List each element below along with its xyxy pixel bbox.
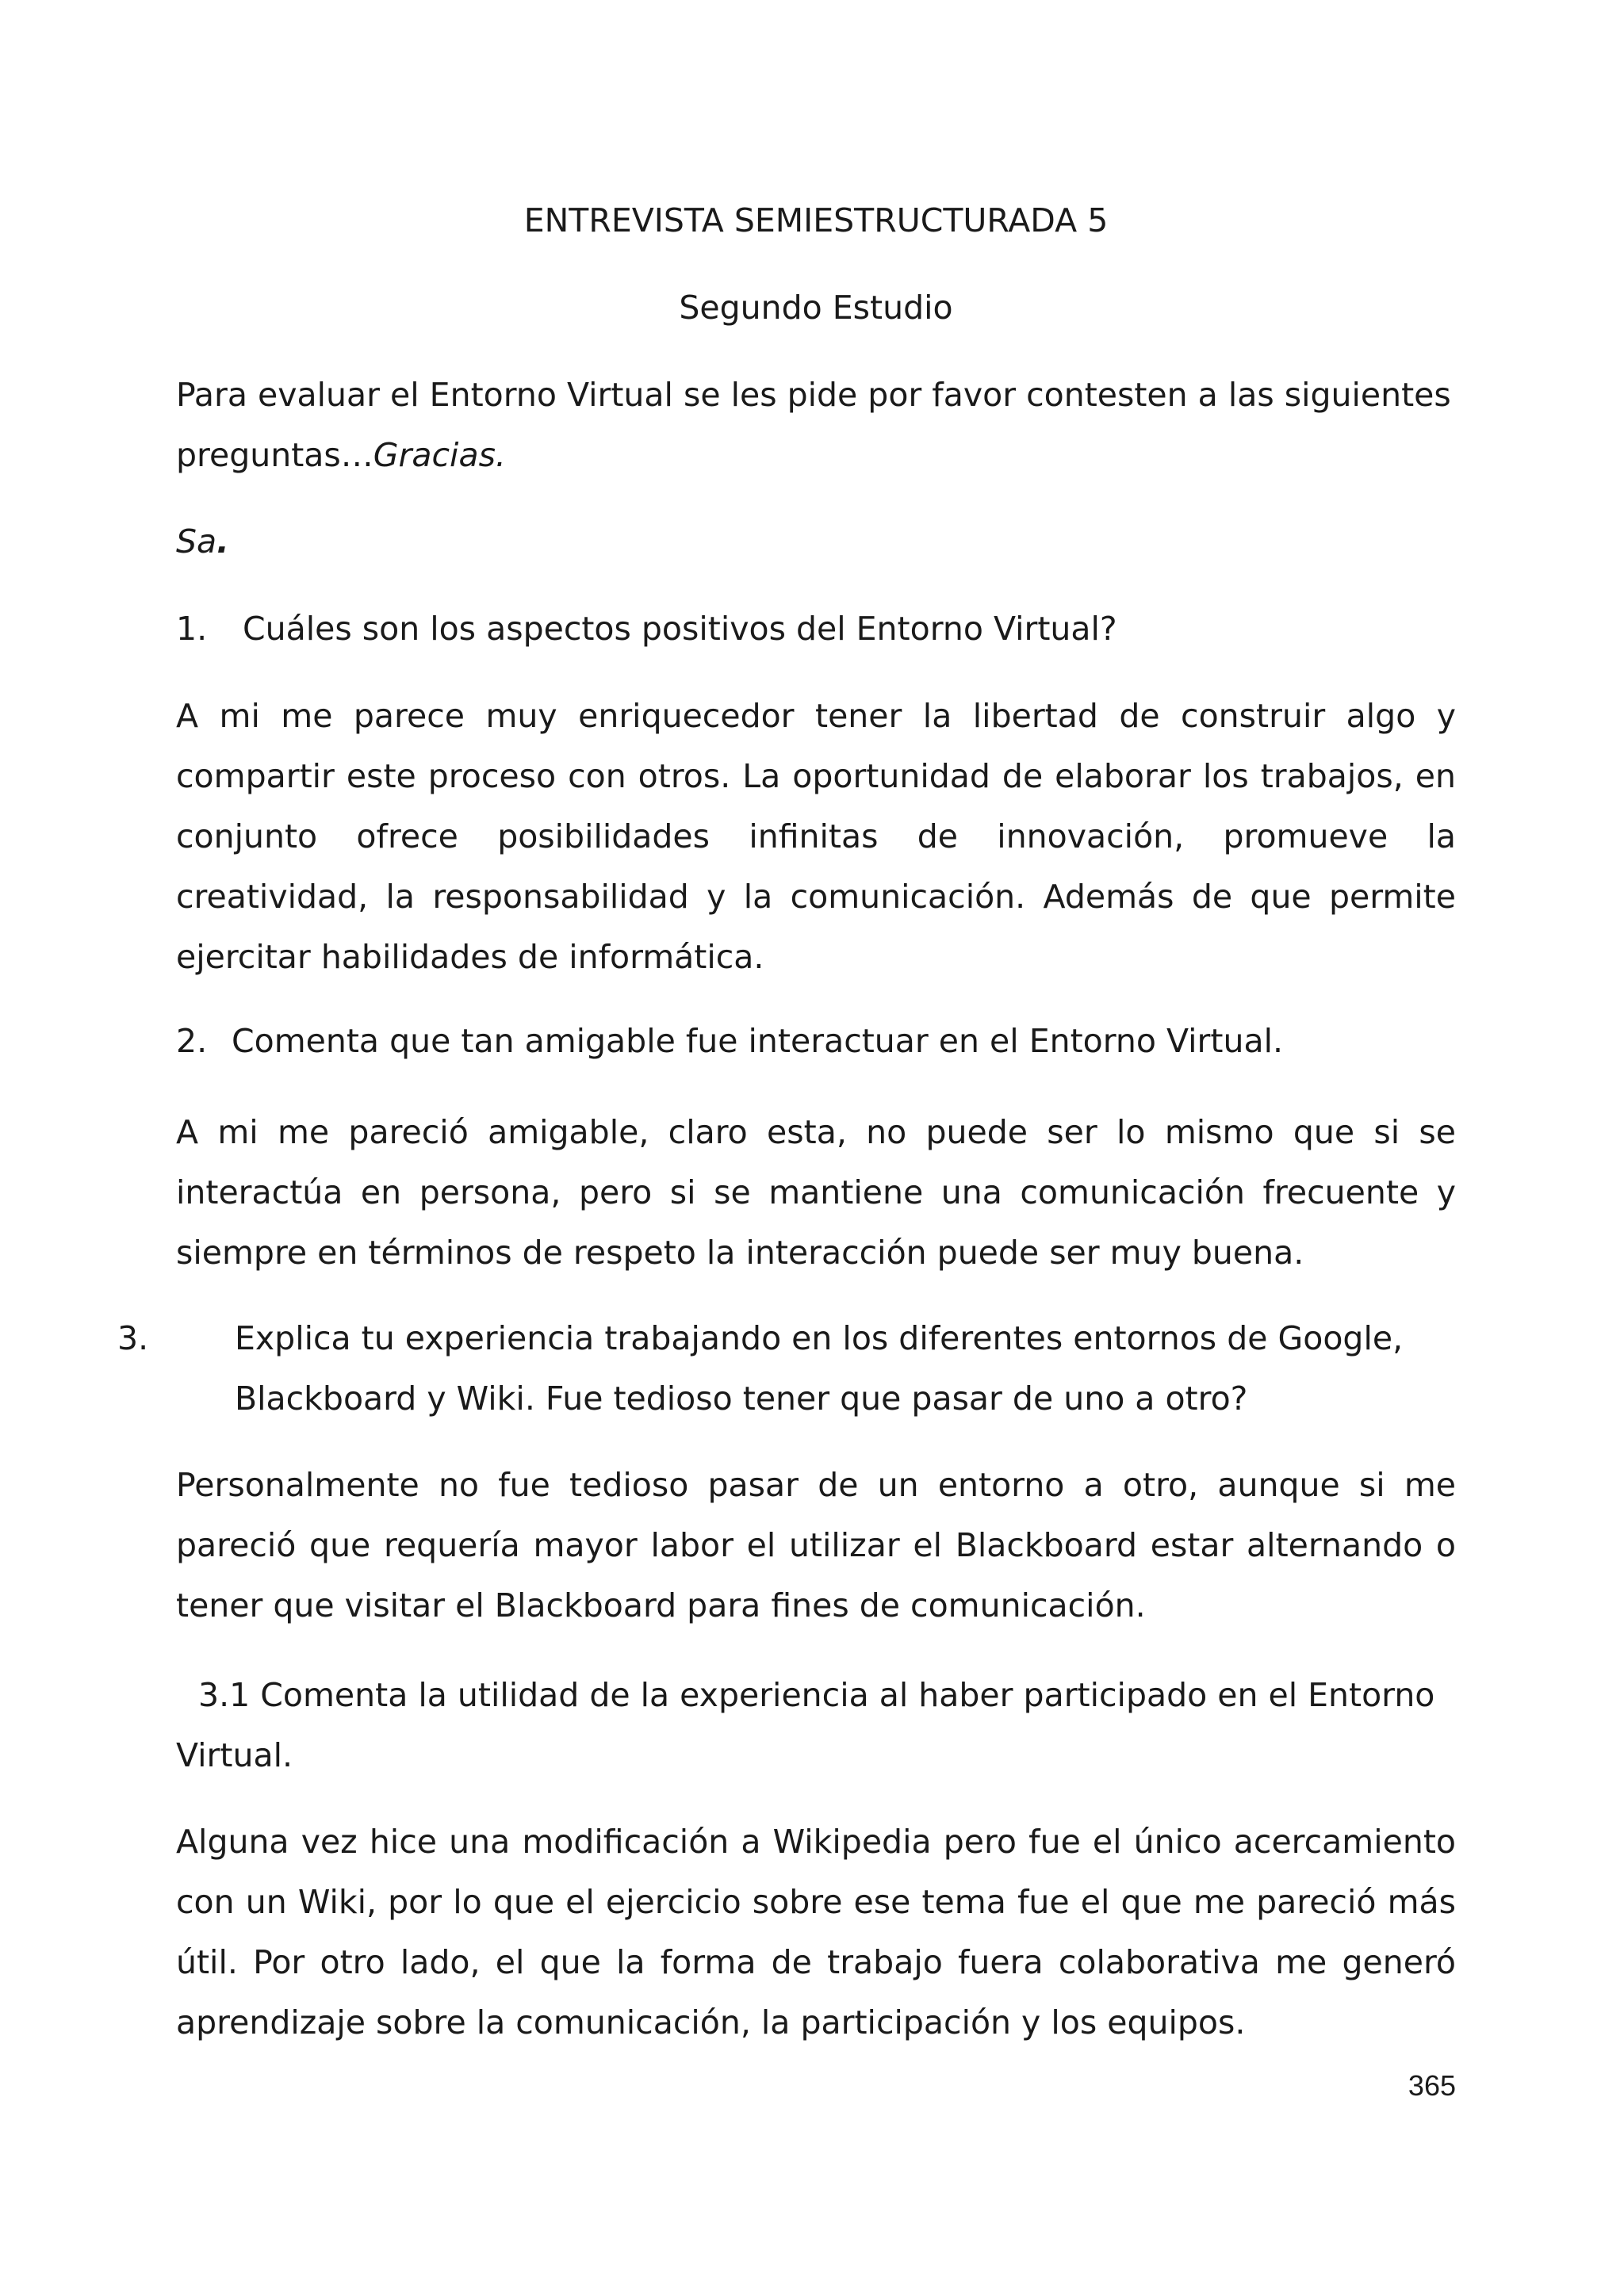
question-2 [176,1011,1456,1071]
page-number: 365 [1408,2069,1456,2102]
question-number: 3. [117,1319,149,1357]
respondent-name: Sa [176,522,217,561]
question-3 [117,1308,1472,1429]
question-number: 1. [176,610,208,648]
question-number: 2. [176,1022,208,1060]
intro-text: Para evaluar el Entorno Virtual se les pide por favor contesten a las siguientes preguntas… [176,376,1451,474]
intro-paragraph [176,365,1456,485]
intro-italic-tail: Gracias. [373,436,506,474]
page-title: ENTREVISTA SEMIESTRUCTURADA 5 [523,201,1109,239]
question-text: Explica tu experiencia trabajando en los diferentes entornos de Google, Blackboard y Wiki. Fue tedioso tener que pasar de uno a otro? [235,1319,1404,1418]
question-1 [176,599,1456,659]
respondent-suffix: . [216,522,229,561]
question-text: Cuáles son los aspectos positivos del Entorno Virtual? [243,610,1117,648]
answer-1: A mi me parece muy enriquecedor tener la libertad de construir algo y compartir este proceso con otros. La oportunidad de elaborar los trabajos, en conjunto ofrece posibilidades infinitas de innovación, promueve la creatividad, la responsabilidad y la comunicación. Además de que permite ejercitar habilidades de informática. [176,697,1456,976]
question-text: Comenta que tan amigable fue interactuar en el Entorno Virtual. [232,1022,1283,1060]
answer-3-1: Alguna vez hice una modificación a Wikipedia pero fue el único acercamiento con un Wiki, por lo que el ejercicio sobre ese tema fue el que me pareció más útil. Por otro lado, el que la forma de trabajo fuera colaborativa me generó aprendizaje sobre la comunicación, la participación y los equipos. [176,1823,1456,2042]
question-text: Comenta la utilidad de la experiencia al haber participado en el Entorno Virtual. [176,1676,1435,1774]
answer-3: Personalmente no fue tedioso pasar de un entorno a otro, aunque si me pareció que requería mayor labor el utilizar el Blackboard estar alternando o tener que visitar el Blackboard para fines de comunicación. [176,1466,1456,1624]
question-number: 3.1 [198,1676,251,1714]
respondent-label [176,511,1456,572]
page-subtitle: Segundo Estudio [679,289,953,327]
question-3-1 [176,1665,1456,1785]
answer-2: A mi me pareció amigable, claro esta, no puede ser lo mismo que si se interactúa en persona, pero si se mantiene una comunicación frecuente y siempre en términos de respeto la interacción puede ser muy buena. [176,1113,1456,1272]
